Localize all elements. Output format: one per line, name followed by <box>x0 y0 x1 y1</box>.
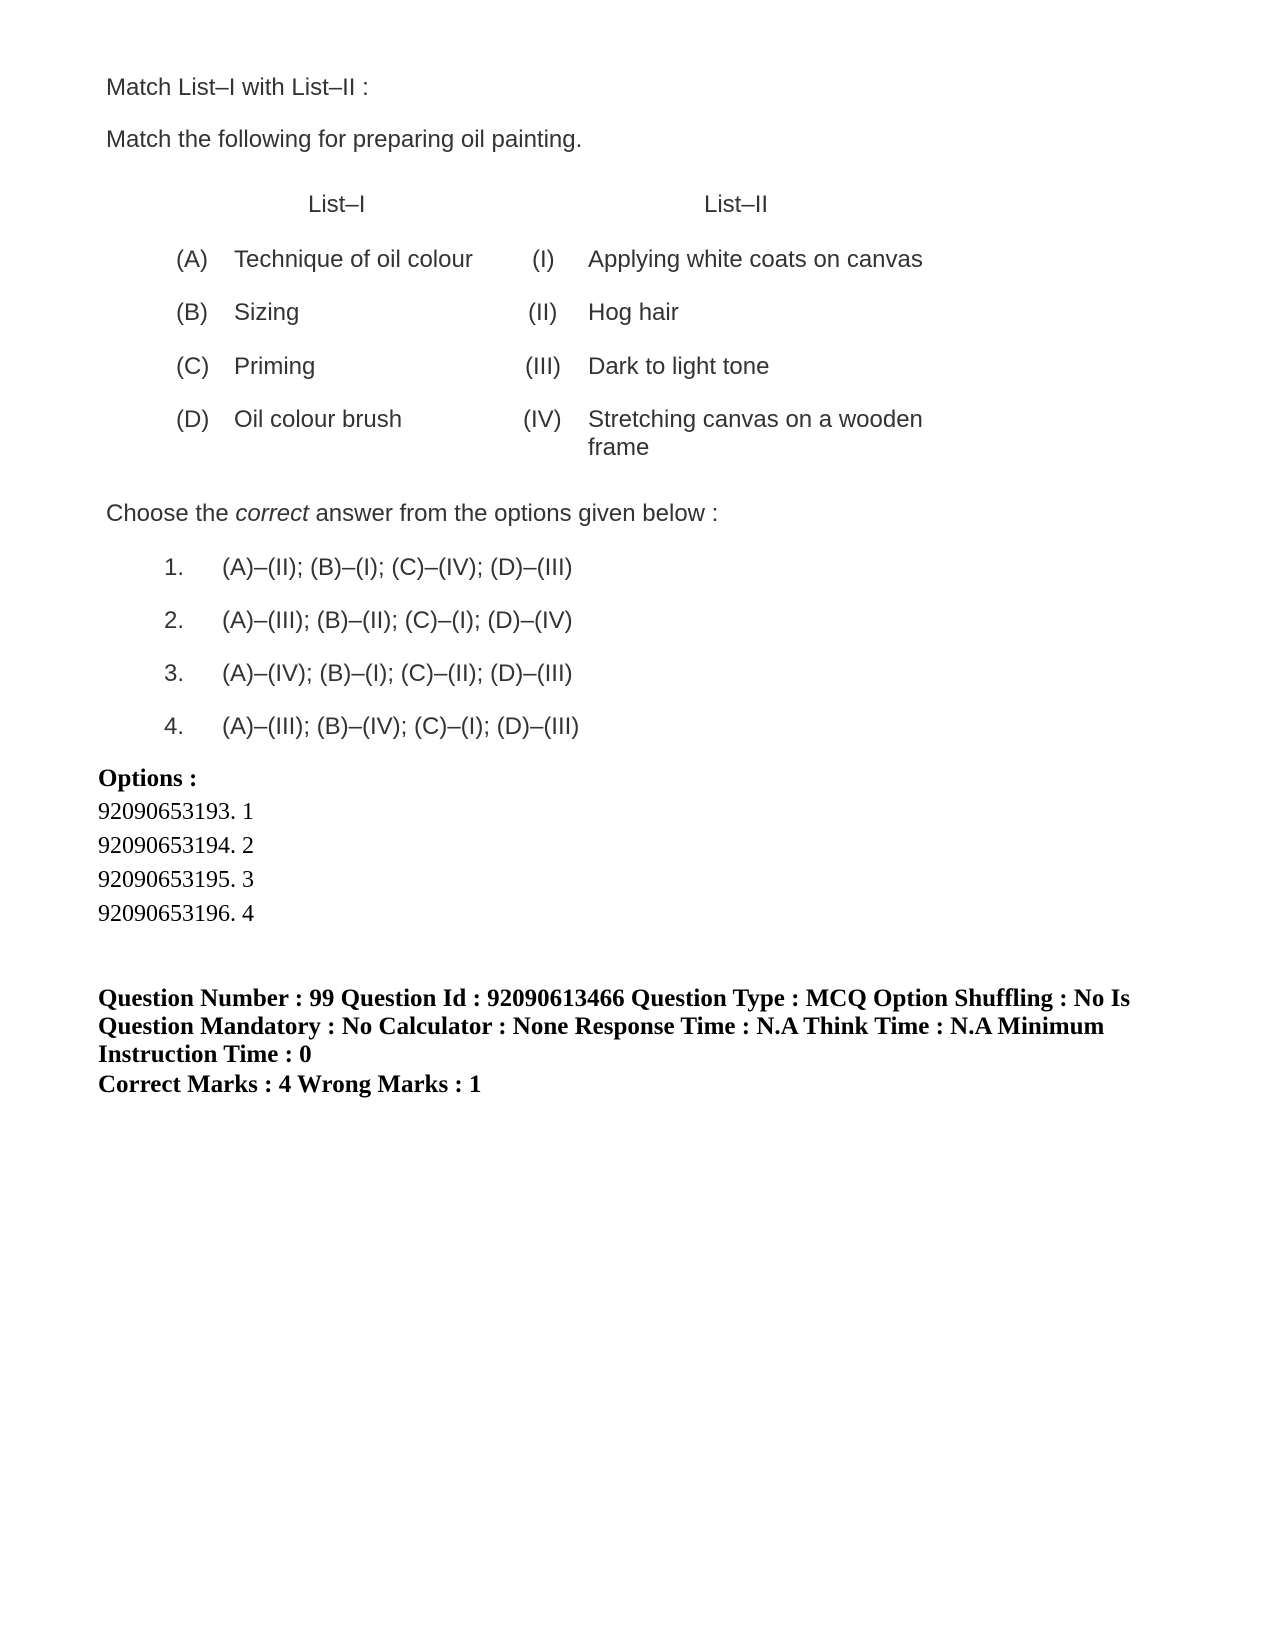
list2-label: (III) <box>525 353 561 380</box>
choice-number: 4. <box>164 713 185 740</box>
list2-label: (II) <box>528 299 558 326</box>
choose-suffix: answer from the options given below : <box>308 500 719 527</box>
list2-header: List–II <box>704 191 769 218</box>
list1-item: Priming <box>234 353 316 380</box>
choice-text: (A)–(III); (B)–(IV); (C)–(I); (D)–(III) <box>222 713 580 740</box>
list1-item: Technique of oil colour <box>234 246 473 273</box>
marks-info: Correct Marks : 4 Wrong Marks : 1 <box>98 1071 482 1098</box>
choice-number: 3. <box>164 660 185 687</box>
list1-item: Sizing <box>234 299 300 326</box>
list1-label: (C) <box>176 353 210 380</box>
list2-item: Stretching canvas on a wooden frame <box>588 406 923 461</box>
choose-instruction <box>106 500 718 528</box>
prompt-text: Match the following for preparing oil painting. <box>106 126 583 153</box>
list1-label: (B) <box>176 299 208 326</box>
choice-number: 2. <box>164 607 185 634</box>
option-item: 92090653194. 2 <box>98 833 254 859</box>
list1-label: (D) <box>176 406 210 433</box>
choice-text: (A)–(II); (B)–(I); (C)–(IV); (D)–(III) <box>222 554 573 581</box>
list2-label: (I) <box>532 246 555 273</box>
choice-text: (A)–(IV); (B)–(I); (C)–(II); (D)–(III) <box>222 660 573 687</box>
option-item: 92090653196. 4 <box>98 901 254 927</box>
option-item: 92090653193. 1 <box>98 799 254 825</box>
list2-item: Hog hair <box>588 299 679 326</box>
list1-header: List–I <box>308 191 366 218</box>
list2-item: Applying white coats on canvas <box>588 246 923 273</box>
choose-prefix: Choose the <box>106 500 236 527</box>
list1-label: (A) <box>176 246 208 273</box>
choice-number: 1. <box>164 554 185 581</box>
option-item: 92090653195. 3 <box>98 867 254 893</box>
choose-emphasis: correct <box>235 500 309 527</box>
list1-item: Oil colour brush <box>234 406 403 433</box>
instruction-text: Match List–I with List–II : <box>106 74 369 101</box>
options-heading: Options : <box>98 765 198 792</box>
question-meta: Question Number : 99 Question Id : 92090613466 Question Type : MCQ Option Shuffling : No Is Question Mandatory : No Calculator : None Response Time : N.A Think Time : N.A Minimum Instruction Time : 0 <box>98 985 1131 1068</box>
list2-item: Dark to light tone <box>588 353 770 380</box>
list2-label: (IV) <box>523 406 562 433</box>
choice-text: (A)–(III); (B)–(II); (C)–(I); (D)–(IV) <box>222 607 573 634</box>
